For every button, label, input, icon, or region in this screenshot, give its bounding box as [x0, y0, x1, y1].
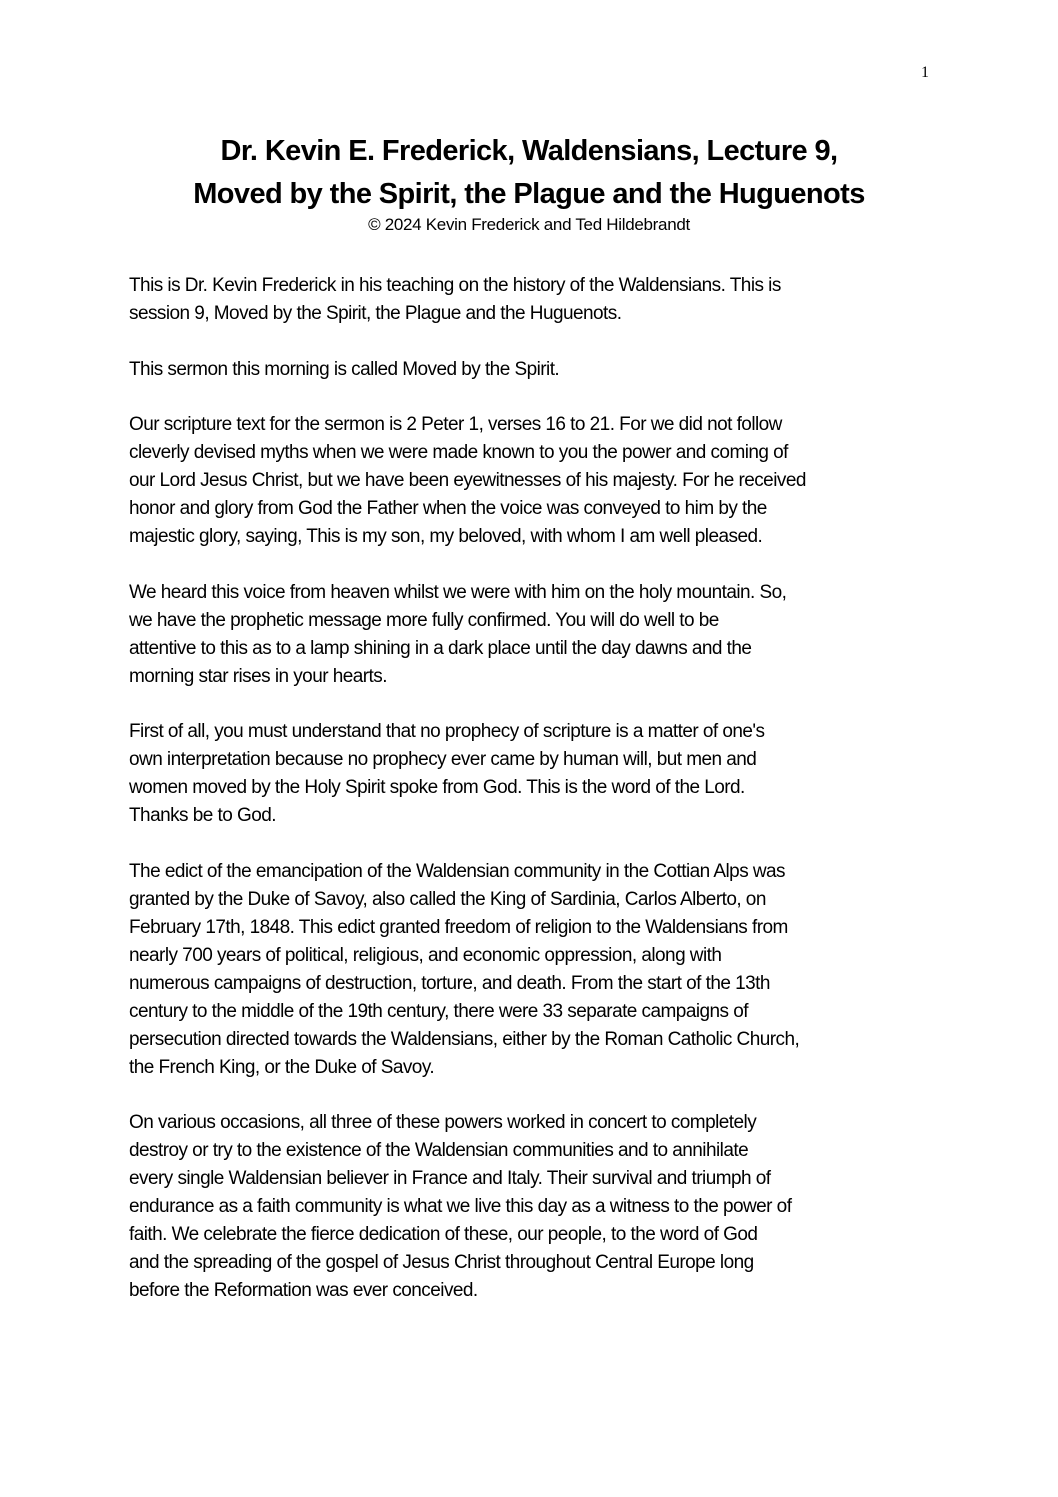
text-line: before the Reformation was ever conceived.: [129, 1280, 478, 1301]
text-line: century to the middle of the 19th century, there were 33 separate campaigns of: [129, 1000, 748, 1022]
paragraph-sermon-title: [129, 356, 949, 384]
text-line: women moved by the Holy Spirit spoke from God. This is the word of the Lord.: [129, 777, 745, 798]
text-line: February 17th, 1848. This edict granted freedom of religion to the Waldensians from: [129, 916, 788, 938]
text-line: On various occasions, all three of these powers worked in concert to completely: [129, 1112, 757, 1133]
text-line: Our scripture text for the sermon is 2 Peter 1, verses 16 to 21. For we did not follow: [129, 414, 782, 435]
paragraph-three-powers: [129, 1109, 949, 1305]
text-line: First of all, you must understand that no prophecy of scripture is a matter of one's: [129, 721, 765, 742]
paragraph-voice-from-heaven: [129, 579, 949, 691]
text-line: nearly 700 years of political, religious, and economic oppression, along with: [129, 944, 722, 966]
paragraph-prophecy: [129, 718, 949, 830]
text-line: the French King, or the Duke of Savoy.: [129, 1056, 435, 1078]
text-line: numerous campaigns of destruction, torture, and death. From the start of the 13th: [129, 972, 770, 994]
text-line: session 9, Moved by the Spirit, the Plague and the Huguenots.: [129, 303, 622, 324]
text-line: This is Dr. Kevin Frederick in his teaching on the history of the Waldensians. This is: [129, 275, 781, 296]
text-line: honor and glory from God the Father when the voice was conveyed to him by the: [129, 498, 767, 519]
copyright-notice: © 2024 Kevin Frederick and Ted Hildebrandt: [368, 215, 690, 234]
text-line: we have the prophetic message more fully confirmed. You will do well to be: [129, 609, 719, 631]
text-line: own interpretation because no prophecy ever came by human will, but men and: [129, 749, 757, 770]
text-line: every single Waldensian believer in France and Italy. Their survival and triumph of: [129, 1168, 771, 1189]
text-line: destroy or try to the existence of the Waldensian communities and to annihilate: [129, 1140, 749, 1161]
text-line: This sermon this morning is called Moved by the Spirit.: [129, 358, 560, 380]
text-line: majestic glory, saying, This is my son, my beloved, with whom I am well pleased.: [129, 526, 763, 547]
document-title-line-2: Moved by the Spirit, the Plague and the Huguenots: [193, 178, 865, 210]
text-line: morning star rises in your hearts.: [129, 665, 387, 687]
text-line: attentive to this as to a lamp shining in a dark place until the day dawns and the: [129, 637, 752, 659]
paragraph-edict: [129, 858, 949, 1082]
text-line: our Lord Jesus Christ, but we have been eyewitnesses of his majesty. For he received: [129, 470, 806, 491]
text-line: and the spreading of the gospel of Jesus Christ throughout Central Europe long: [129, 1252, 754, 1273]
text-line: We heard this voice from heaven whilst we were with him on the holy mountain. So,: [129, 581, 787, 603]
text-line: Thanks be to God.: [129, 805, 276, 826]
page-number: 1: [921, 64, 929, 81]
text-line: The edict of the emancipation of the Waldensian community in the Cottian Alps was: [129, 860, 786, 882]
text-line: endurance as a faith community is what we live this day as a witness to the power of: [129, 1196, 792, 1217]
paragraph-scripture: [129, 411, 949, 551]
paragraph-intro: [129, 272, 949, 328]
text-line: faith. We celebrate the fierce dedication of these, our people, to the word of God: [129, 1224, 758, 1245]
text-line: granted by the Duke of Savoy, also called the King of Sardinia, Carlos Alberto, on: [129, 888, 766, 910]
document-title-line-1: Dr. Kevin E. Frederick, Waldensians, Lecture 9,: [220, 135, 838, 167]
document-body: [129, 272, 949, 1333]
text-line: cleverly devised myths when we were made known to you the power and coming of: [129, 442, 788, 463]
document-header: [0, 130, 1058, 236]
text-line: persecution directed towards the Waldensians, either by the Roman Catholic Church,: [129, 1028, 800, 1050]
